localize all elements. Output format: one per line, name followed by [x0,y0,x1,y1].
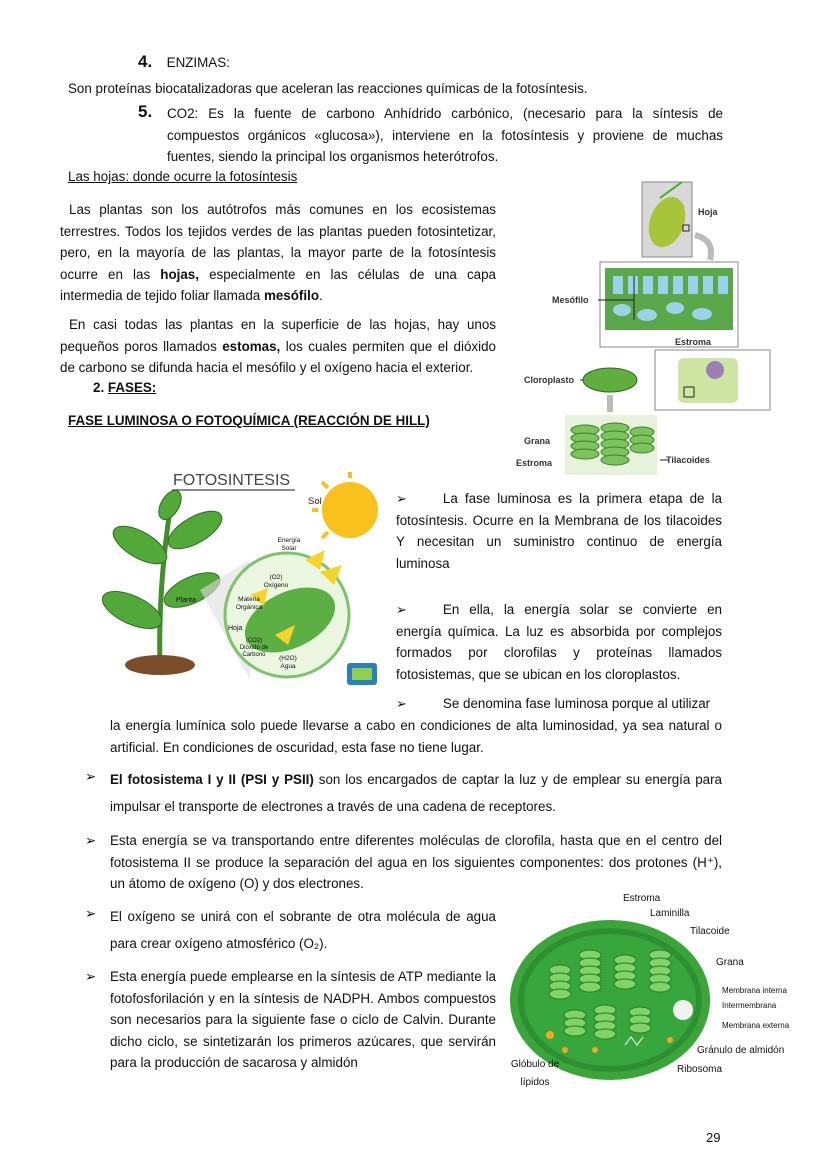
bullet-arrow-icon: ➢ [85,906,97,921]
bullet-text: son los encargados de captar la luz y de emplear su energía para impulsar el transporte de electrones a través de una cadena de receptores. [110,772,723,814]
label-sol: Sol [308,496,322,507]
bullet-arrow-icon: ➢ [85,769,97,784]
fase-luminosa-heading: FASE LUMINOSA O FOTOQUÍMICA (REACCIÓN DE HILL) [68,413,430,428]
label-chl-intermembrana: Intermembrana [722,1001,777,1010]
text-run: los cuales permiten que el dióxido de carbono se difunda hacia el mesófilo y el oxígeno hacia el exterior. [60,338,496,376]
bold-term-fotosistema: El fotosistema I y II (PSI y PSII) [110,772,314,787]
luminosa-bullet-2 [396,599,722,685]
label-chl-mem-interna: Membrana interna [722,986,787,995]
label-chl-estroma: Estroma [623,893,661,904]
atp-bullet: Esta energía puede emplearse en la síntesis de ATP mediante la fotofosforilación y en la síntesis de NADPH. Ambos compuestos son necesarios para la siguiente fase o ciclo de Calvin. Durante dicho ciclo, se sintetizarán los primeros azúcares, que servirán para la producción de sacarosa y almidón [110,969,496,1071]
fases-title: FASES: [107,380,157,395]
label-cloroplasto: Cloroplasto [524,375,575,385]
label-tilacoides: Tilacoides [666,455,710,465]
label-estroma-top: Estroma [675,337,712,347]
label-chl-ribosoma: Ribosoma [677,1064,723,1075]
oxigeno-bullet: El oxígeno se unirá con el sobrante de otra molécula de agua para crear oxígeno atmosférico (O₂). [110,909,496,951]
hojas-paragraph-2 [60,314,496,379]
bullet-arrow-icon: ➢ [396,696,407,711]
bold-term-estomas: estomas, [222,338,281,354]
soil [125,655,195,675]
label-hoja: Hoja [698,207,718,217]
label-chl-tilacoide: Tilacoide [690,926,730,937]
label-mesofilo: Mesófilo [552,295,589,305]
label-planta: Planta [176,597,196,604]
section-5-number: 5. [138,102,153,121]
plant-leaves [100,487,227,637]
page-number: 29 [706,1130,721,1145]
label-chl-globulo: Glóbulo de lípidos [510,1059,560,1088]
label-materia: Materia Orgánica [235,596,263,611]
section-number: 4. [138,52,153,71]
bullet-text: Se denomina fase luminosa porque al utilizar [442,696,711,711]
label-chl-mem-externa: Membrana externa [722,1021,790,1030]
bullet-arrow-icon: ➢ [396,491,407,506]
label-estroma-bottom: Estroma [516,458,553,468]
text-run: . [319,288,323,304]
mesophyll-tissue [605,268,733,330]
bullet-arrow-icon: ➢ [85,969,97,984]
plant-stem [160,510,170,665]
label-hoja-fig: Hoja [228,625,243,632]
fases-heading [93,377,156,399]
energia-bullet: Esta energía se va transportando entre diferentes moléculas de clorofila, hasta que en el centro del fotosistema II se produce la separación del agua en los siguientes componentes: dos protones (H⁺), un átomo de oxígeno (O) y dos electrones. [110,833,722,892]
label-chl-grana: Grana [716,957,744,968]
fases-number: 2. [93,380,105,395]
bold-term-mesofilo: mesófilo [263,288,320,304]
label-co2: (CO2) Dióxido de Carbono [239,638,269,658]
label-grana: Grana [524,436,551,446]
text-run: especialmente en las células de una capa intermedia de tejido foliar llamada [60,266,496,304]
label-chl-laminilla: Laminilla [650,908,690,919]
fotosistema-bullet [110,766,722,820]
hojas-heading: Las hojas: donde ocurre la fotosíntesis [68,169,298,184]
starch-granule [673,1000,693,1020]
text-run: Las plantas son los autótrofos más comunes en los ecosistemas terrestres. Todos los tejidos verdes de las plantas pueden fotosintetizar, pero, en la mayoría de las plantas, la mayor parte de la fotosíntesis ocurre en las [60,202,496,282]
bullet-arrow-icon: ➢ [396,602,407,617]
section-5-text: CO2: Es la fuente de carbono Anhídrido carbónico, (necesario para la síntesis de compuestos orgánicos «glucosa»), interviene en la fotosíntesis y proviene de muchas fuentes, siendo la principal los organismos heterótrofos. [167,106,723,165]
sun-icon [322,482,378,538]
leaf-structure-diagram [510,180,780,480]
chloroplast-small [583,368,637,392]
foto-title: FOTOSINTESIS [173,472,291,489]
hojas-paragraph-1 [60,199,496,307]
label-h2o: (H2O) Agua [279,655,297,670]
photosynthesis-figure [100,470,390,695]
text-run: En casi todas las plantas en la superficie de las hojas, hay unos pequeños poros llamados [60,317,496,354]
section-4-heading [138,52,230,74]
luminosa-bullet-1 [396,488,722,574]
bullet-text: En ella, la energía solar se convierte en energía química. La luz es absorbida por complejos formados por clorofilas y proteínas llamados fotosistemas, que se ubican en los cloroplastos. [396,602,722,682]
bold-term-hojas: hojas, [160,266,199,282]
section-4-text: Son proteínas biocatalizadoras que aceleran las reacciones químicas de la fotosíntesis. [68,81,588,96]
bullet-text: La fase luminosa es la primera etapa de la fotosíntesis. Ocurre en la Membrana de los tilacoides Y necesitan un suministro continuo de energía luminosa [396,491,722,571]
bullet-arrow-icon: ➢ [85,833,97,848]
label-o2: (O2) Oxígeno [263,574,289,589]
label-energia: Energía Solar [277,537,301,552]
cell-nucleus [706,361,724,379]
arrow-shape [695,235,711,260]
luminosa-bullet-3-first-line [396,693,722,715]
luminosa-bullet-3-rest: la energía lumínica solo puede llevarse a cabo en condiciones de alta luminosidad, ya sea natural o artificial. En condiciones de oscuridad, esta fase no tiene lugar. [110,718,722,755]
label-chl-granulo: Gránulo de almidón [697,1045,785,1056]
section-title: ENZIMAS: [166,55,230,70]
